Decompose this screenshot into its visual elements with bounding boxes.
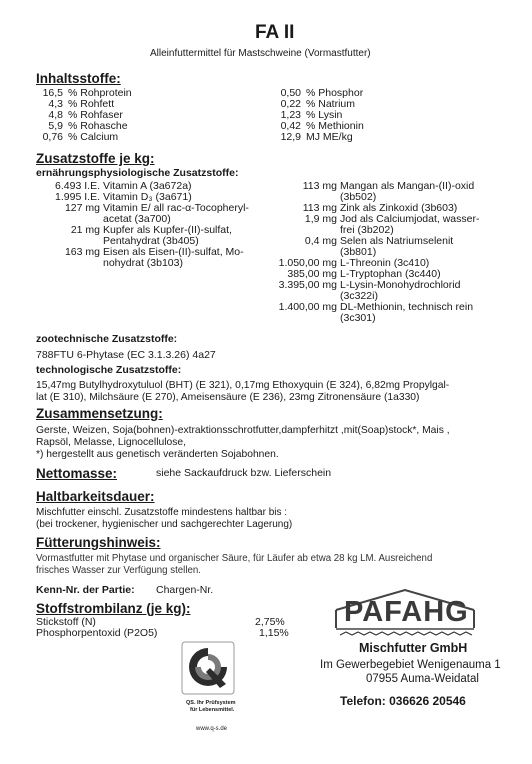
inhaltsstoff-value: 0,50 [280,87,301,99]
zusatzstoff-label-line: L-Lysin-Monohydrochlorid [340,279,461,291]
inhaltsstoff-value: 0,22 [280,98,301,110]
company-logo [330,586,480,648]
zusatzstoff-amount: 385,00 mg [287,268,337,280]
inhaltsstoff-label: % Rohfett [68,98,115,110]
inhaltsstoff-label: % Lysin [306,109,343,121]
qs-caption-2: für Lebensmittel. [190,707,235,713]
stoffstrom-value-1: 2,75% [255,616,285,628]
zusatzstoff-row [268,280,490,302]
inhaltsstoff-value: 5,9 [48,120,63,132]
zusatzstoff-label [340,236,490,258]
zusatzstoff-label-line: Zink als Zinkoxid (3b603) [340,202,458,214]
zusatzstoff-label [340,280,490,302]
zusatzstoff-label-line: Mangan als Mangan-(II)-oxid [340,180,475,192]
page-title: FA II [255,22,295,43]
zusammensetzung-line-1: Gerste, Weizen, Soja(bohnen)-extraktionsschrotfutter,dampferhitzt ,mit(Soap)stock*, Mais , [36,425,450,436]
stoffstrom-label-1: Stickstoff (N) [36,616,96,628]
zusatzstoff-label-line: Eisen als Eisen-(II)-sulfat, Mo- [103,246,244,258]
inhaltsstoff-label: % Phosphor [306,87,364,99]
zusatzstoff-label-line: L-Threonin (3c410) [340,257,430,269]
zusatzstoff-amount: 113 mg [302,202,337,214]
zusatzstoff-label-line: Selen als Natriumselenit [340,235,454,247]
inhaltsstoff-label: % Rohfaser [68,109,123,121]
zusatzstoff-label-line: L-Tryptophan (3c440) [340,268,441,280]
inhaltsstoff-value: 12,9 [280,131,301,143]
inhaltsstoffe-left [36,88,132,143]
zusatzstoffe-heading: Zusatzstoffe je kg: [36,151,155,166]
inhaltsstoff-label: MJ ME/kg [306,131,353,143]
inhaltsstoff-value: 0,42 [280,120,301,132]
qs-logo [172,640,244,718]
tech-line-2: lat (E 310), Milchsäure (E 270), Ameisensäure (E 236), 23mg Zitronensäure (1a330) [36,392,420,403]
zusatzstoff-row [36,247,263,269]
zusatzstoff-amount: 6.493 I.E. [55,180,100,192]
zusatzstoff-row [36,225,263,247]
company-phone: Telefon: 036626 20546 [340,694,466,708]
zusatzstoff-amount: 1.995 I.E. [55,191,100,203]
company-address-2: 07955 Auma-Weidatal [366,673,479,685]
nettomasse-heading: Nettomasse: [36,466,118,481]
ernaehrung-heading: ernährungsphysiologische Zusatzstoffe: [36,167,239,179]
zusatzstoff-row [268,236,490,258]
company-name: Mischfutter GmbH [359,641,468,655]
zusatzstoff-amount: 1.400,00 mg [278,301,337,313]
zusatzstoff-amount: 1,9 mg [304,213,337,225]
fuetterung-line-1: Vormastfutter mit Phytase und organischer Säure, für Läufer ab etwa 28 kg LM. Ausreichend [36,553,433,564]
zusatzstoff-label [340,181,490,203]
zusammensetzung-line-3: *) hergestellt aus genetisch veränderten Sojabohnen. [36,449,279,460]
inhaltsstoff-value: 1,23 [280,109,301,121]
zusatzstoff-amount: 0,4 mg [304,235,337,247]
zusatzstoff-label [340,302,490,324]
zusatzstoff-label-line: Vitamin E/ all rac-α-Tocopheryl- [103,202,249,214]
zusatzstoff-label [103,225,263,247]
nettomasse-text: siehe Sackaufdruck bzw. Lieferschein [156,467,332,479]
zusammensetzung-heading: Zusammensetzung: [36,406,163,421]
stoffstrom-heading: Stoffstrombilanz (je kg): [36,601,191,616]
tech-heading: technologische Zusatzstoffe: [36,364,182,376]
inhaltsstoff-value: 4,8 [48,109,63,121]
partie-value: Chargen-Nr. [156,584,214,596]
inhaltsstoff-label: % Natrium [306,98,356,110]
qs-seal-icon [172,640,244,698]
fuetterung-heading: Fütterungshinweis: [36,535,161,550]
partie-label: Kenn-Nr. der Partie: [36,584,135,596]
zusatzstoff-row [268,214,490,236]
haltbarkeit-heading: Haltbarkeitsdauer: [36,489,155,504]
zusatzstoff-label [103,203,263,225]
zusatzstoff-label-line: Jod als Calciumjodat, wasser- [340,213,480,225]
zoo-heading: zootechnische Zusatzstoffe: [36,333,178,345]
fuetterung-line-2: frisches Wasser zur Verfügung stellen. [36,565,201,576]
inhaltsstoff-label: % Methionin [306,120,364,132]
qs-caption-1: QS. Ihr Prüfsystem [186,700,236,706]
zusatzstoff-label-line: nohydrat (3b103) [103,257,183,269]
haltbarkeit-line-1: Mischfutter einschl. Zusatzstoffe mindestens haltbar bis : [36,507,288,518]
inhaltsstoff-label: % Rohprotein [68,87,132,99]
zusatzstoff-amount: 163 mg [64,246,100,258]
zusatzstoff-row [268,181,490,203]
zusatzstoff-label-line: frei (3b202) [340,224,394,236]
company-logo-text: PAFAHG [344,596,469,628]
qs-url: www.q-s.de [196,726,228,732]
inhaltsstoff-row [36,132,132,143]
stoffstrom-value-2: 1,15% [259,627,289,639]
stoffstrom-label-2: Phosphorpentoxid (P2O5) [36,627,158,639]
zusatzstoff-amount: 127 mg [64,202,100,214]
zoo-text: 788FTU 6-Phytase (EC 3.1.3.26) 4a27 [36,349,216,361]
zusatzstoff-label [103,247,263,269]
zusatzstoff-amount: 21 mg [70,224,100,236]
zusatzstoff-label-line: (3c322i) [340,290,378,302]
inhaltsstoff-label: % Calcium [68,131,119,143]
zusatzstoff-label-line: acetat (3a700) [103,213,171,225]
inhaltsstoff-value: 0,76 [42,131,63,143]
zusatzstoff-row [268,302,490,324]
inhaltsstoffe-heading: Inhaltsstoffe: [36,71,121,86]
company-address-1: Im Gewerbegebiet Wenigenauma 1 [320,659,501,671]
zusatzstoff-label-line: Kupfer als Kupfer-(II)-sulfat, [103,224,232,236]
zusatzstoff-label-line: Vitamin A (3a672a) [103,180,192,192]
zusatzstoff-label-line: Vitamin D₃ (3a671) [103,191,192,203]
zusammensetzung-line-2: Rapsöl, Melasse, Lignocellulose, [36,437,186,448]
zusatzstoff-label-line: Pentahydrat (3b405) [103,235,199,247]
zusatzstoff-amount: 113 mg [302,180,337,192]
zusatzstoff-label-line: DL-Methionin, technisch rein [340,301,474,313]
inhaltsstoff-label: % Rohasche [68,120,128,132]
inhaltsstoff-value: 4,3 [48,98,63,110]
zusatzstoff-amount: 3.395,00 mg [278,279,337,291]
inhaltsstoffe-right [274,88,364,143]
inhaltsstoff-value: 16,5 [42,87,63,99]
zusatz-left [36,181,263,269]
tech-line-1: 15,47mg Butylhydroxytuluol (BHT) (E 321), 0,17mg Ethoxyquin (E 324), 6,82mg Propylgal- [36,380,450,391]
zusatzstoff-amount: 1.050,00 mg [278,257,337,269]
zusatzstoff-row [36,203,263,225]
inhaltsstoff-row [274,132,364,143]
zusatzstoff-label-line: (3b801) [340,246,377,258]
zusatz-right [268,181,490,324]
zusatzstoff-label-line: (3c301) [340,312,376,324]
haltbarkeit-line-2: (bei trockener, hygienischer und sachgerechter Lagerung) [36,519,293,530]
zusatzstoff-label-line: (3b502) [340,191,377,203]
page-subtitle: Alleinfuttermittel für Mastschweine (Vormastfutter) [150,48,371,59]
zusatzstoff-label [340,214,490,236]
